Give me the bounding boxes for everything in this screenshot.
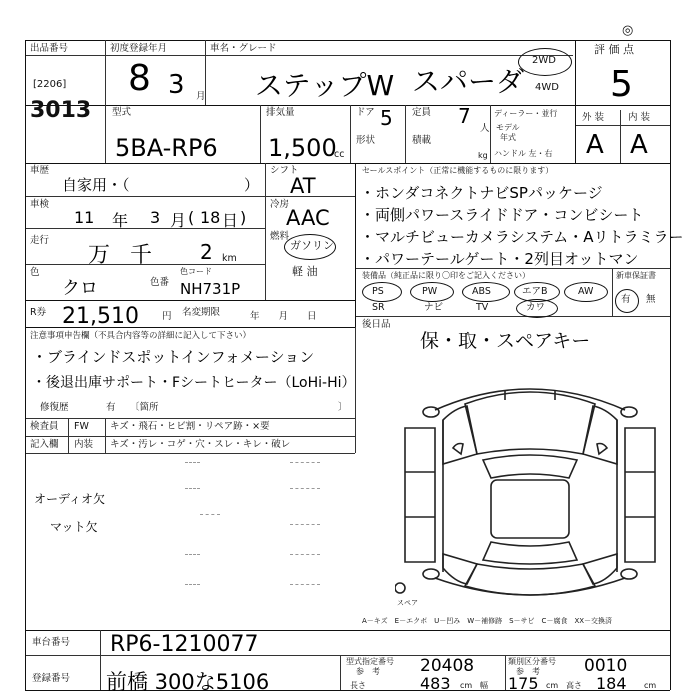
score-value: 5 — [610, 64, 633, 105]
mileage-label: 走行 — [30, 235, 50, 246]
spare-label: スペア — [397, 599, 418, 607]
reg-month: 3 — [168, 70, 185, 100]
history-close: ） — [244, 176, 260, 194]
warranty-no: 無 — [646, 294, 656, 305]
score-label: 評 価 点 — [594, 43, 634, 56]
recycle-label: R券 — [30, 307, 47, 318]
rear-right-fender — [583, 554, 617, 584]
ac-label: 冷房 — [270, 199, 290, 210]
displacement: 1,500 — [268, 134, 337, 162]
equip-airbag: エアB — [522, 286, 548, 297]
sales-item-3: ・マルチビューカメラシステム・Aリトラミラー — [360, 228, 684, 246]
equip-pw: PW — [422, 286, 438, 297]
open-paren: ( — [188, 208, 195, 227]
displacement-label: 排気量 — [266, 107, 295, 118]
color-code: NH731P — [180, 280, 241, 298]
first-reg-label: 初度登録年月 — [110, 43, 168, 54]
corner-mark: ◎ — [622, 23, 634, 38]
name-change-label: 名変期限 — [182, 307, 221, 318]
shift-label: シフト — [270, 165, 299, 176]
type-cert-sub: 参 考 — [356, 667, 380, 676]
height-value: 184 — [596, 674, 627, 693]
drive-4wd: 4WD — [535, 82, 559, 93]
inspection-row-2: キズ・汚レ・コゲ・穴・スレ・キレ・破レ — [110, 439, 291, 450]
front-left-light — [423, 407, 439, 417]
interior-label: 内 装 — [628, 112, 651, 123]
front-left-mirror — [453, 444, 463, 455]
class-sub: 参 考 — [516, 667, 540, 676]
type-cert-number: 20408 — [420, 656, 475, 676]
lot-no-label: 出品番号 — [30, 43, 69, 54]
car-name: ステップW — [255, 69, 395, 102]
day-unit: 日 — [222, 211, 239, 230]
model-code: 5BA-RP6 — [115, 134, 218, 162]
reg-no-label: 登録番号 — [32, 673, 71, 684]
yen-unit: 円 — [162, 311, 172, 322]
warranty-yes: 有 — [621, 294, 631, 305]
exterior-grade: A — [586, 130, 604, 160]
fuel: ガソリン — [290, 239, 334, 252]
sales-item-1: ・ホンダコネクトナビSPパッケージ — [360, 184, 603, 202]
note-item-2: ・後退出庫サポート・Fシートヒーター（LoHi-Hi） — [32, 375, 356, 391]
remark-2: マット欠 — [50, 520, 98, 534]
handle-label: ハンドル 左・右 — [494, 149, 553, 158]
color-no-label: 色番 — [150, 277, 170, 288]
front-right-mirror — [597, 444, 607, 455]
interior-label-2: 内装 — [74, 439, 94, 450]
entry-label: 記入欄 — [30, 439, 59, 450]
hood — [465, 392, 595, 454]
equip-ps: PS — [372, 286, 384, 297]
rear-bumper — [435, 578, 625, 595]
history: 自家用・（ — [62, 176, 130, 194]
after-items: 保・取・スペアキー — [420, 330, 591, 352]
cc-unit: cc — [334, 149, 345, 160]
model-year-label: モデル — [496, 123, 520, 132]
model-code-label: 型式 — [112, 107, 132, 118]
sales-item-2: ・両側パワースライドドア・コンビシート — [360, 206, 644, 224]
fuel-diesel: 軽 油 — [292, 265, 318, 278]
inspection-row-1: キズ・飛石・ヒビ割・リペア跡・×要 — [110, 421, 270, 432]
inspect-label: 車検 — [30, 199, 50, 210]
car-damage-diagram — [395, 372, 665, 612]
length-unit: cm — [460, 681, 473, 690]
interior-grade: A — [630, 130, 648, 160]
spare-circle — [395, 583, 405, 593]
body-outline — [443, 420, 617, 572]
equip-sr: SR — [372, 302, 385, 313]
rear-left-fender — [443, 554, 477, 584]
doors: 5 — [380, 106, 393, 130]
repair-bracket: 〔箇所 — [130, 402, 159, 413]
equip-leather: カワ — [526, 302, 546, 313]
color-code-label: 色コード — [180, 267, 212, 276]
equip-tv: TV — [476, 302, 489, 313]
name-change-date: 年 月 日 — [250, 311, 317, 322]
class-number: 0010 — [584, 656, 628, 676]
model-grade-label: 車名・グレード — [210, 43, 277, 54]
mileage-man: 万 — [88, 243, 111, 268]
length-value: 483 — [420, 674, 451, 693]
fuel-label: 燃料 — [270, 231, 290, 242]
class-label: 類別区分番号 — [508, 657, 556, 666]
type-cert-label: 型式指定番号 — [346, 657, 394, 666]
tailgate — [465, 564, 595, 595]
history-label: 車歴 — [30, 165, 50, 176]
remark-1: オーディオ欠 — [34, 492, 106, 506]
chassis-number: RP6-1210077 — [110, 632, 259, 657]
color: クロ — [62, 278, 98, 299]
month-unit-2: 月 — [170, 211, 187, 230]
roof — [491, 480, 569, 538]
inspect-month: 3 — [150, 208, 161, 227]
exterior-label: 外 装 — [582, 112, 605, 123]
mileage-sen: 千 — [130, 243, 153, 268]
inspect-day: 18 — [200, 208, 221, 227]
doors-label: ドア — [356, 107, 375, 118]
capacity-label: 定員 — [412, 107, 432, 118]
month-unit: 月 — [196, 91, 206, 102]
fw-label: FW — [74, 421, 89, 432]
inspect-year: 11 — [74, 208, 95, 227]
repair-bracket-close: 〕 — [338, 402, 348, 413]
front-right-light — [621, 407, 637, 417]
width-value: 175 — [508, 674, 539, 693]
after-items-label: 後日品 — [362, 319, 391, 330]
year-label: 年式 — [500, 133, 516, 142]
damage-legend: A－キズ E－エクボ U－凹み W－補修跡 S－サビ C－腐食 XX－交換済 — [362, 617, 613, 625]
person-unit: 人 — [480, 123, 490, 134]
close-paren: ) — [240, 208, 247, 227]
rear-left-light — [423, 569, 439, 579]
color-label: 色 — [30, 267, 40, 278]
new-warranty-label: 新車保証書 — [616, 271, 656, 280]
sales-item-4: ・パワーテールゲート・2列目オットマン — [360, 250, 639, 268]
equipment-title: 装備品（純正品に限り〇印をご記入ください） — [362, 271, 530, 280]
lot-no: 3013 — [30, 98, 92, 123]
height-label: 高さ — [566, 681, 582, 690]
left-side — [405, 428, 435, 562]
shift: AT — [290, 174, 316, 198]
rear-right-light — [621, 569, 637, 579]
km-unit: km — [222, 253, 237, 264]
grade: スパーダ — [412, 65, 525, 98]
dealer-label: ディーラー・並行 — [494, 109, 558, 118]
load-label: 積載 — [412, 135, 432, 146]
windshield — [483, 455, 577, 478]
capacity: 7 — [458, 104, 471, 128]
year-unit: 年 — [112, 211, 129, 230]
length-label: 長さ — [350, 681, 366, 690]
height-unit: cm — [644, 681, 657, 690]
shape-label: 形状 — [356, 135, 376, 146]
equip-abs: ABS — [472, 286, 491, 297]
repair-history-value: 有 — [106, 402, 116, 413]
equip-navi: ナビ — [424, 302, 444, 313]
width-unit: cm — [546, 681, 559, 690]
note-item-1: ・ブラインドスポットインフォメーション — [32, 348, 315, 366]
width-label: 幅 — [480, 681, 488, 690]
chassis-label: 車台番号 — [32, 637, 71, 648]
rear-window — [483, 542, 577, 564]
equip-aw: AW — [578, 286, 594, 297]
inspector-label: 検査員 — [30, 421, 59, 432]
repair-history-label: 修復歴 — [40, 402, 69, 413]
notes-title: 注意事項申告欄（不具合内容等の詳細に記入して下さい） — [30, 331, 252, 341]
sales-title: セールスポイント（正常に機能するものに限ります） — [362, 166, 554, 175]
ac: AAC — [286, 206, 330, 230]
reg-year: 8 — [128, 58, 151, 99]
period-tag: [2206] — [33, 79, 67, 90]
kg-unit: kg — [478, 151, 488, 160]
mileage-value: 2 — [200, 240, 213, 264]
drive-2wd: 2WD — [532, 55, 556, 66]
reg-number: 前橋 300な5106 — [106, 670, 270, 694]
right-side — [625, 428, 655, 562]
recycle-fee: 21,510 — [62, 304, 139, 329]
